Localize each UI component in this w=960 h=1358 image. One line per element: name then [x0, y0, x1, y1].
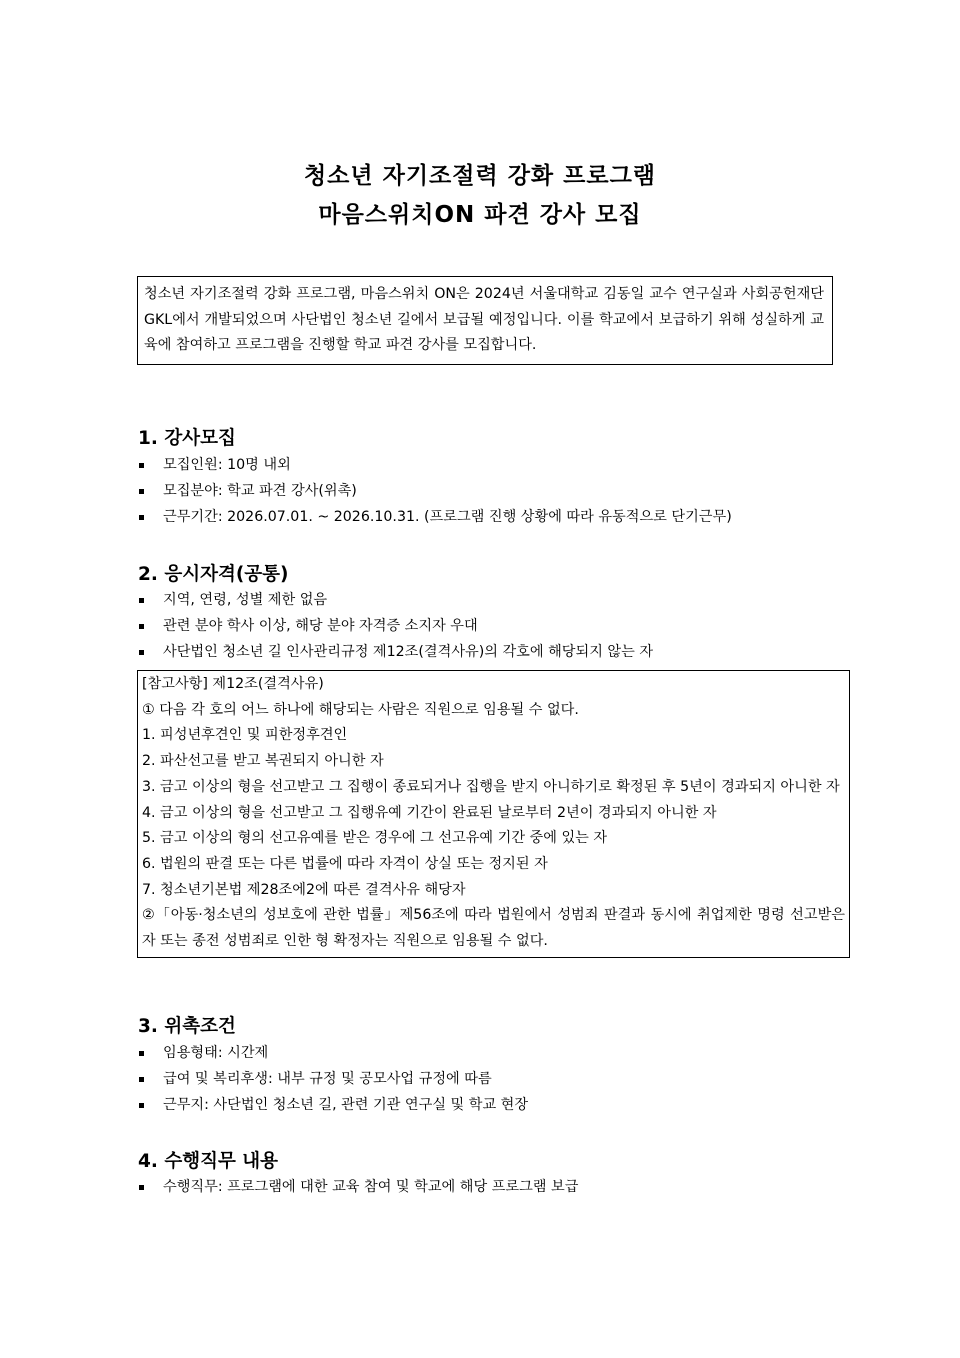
reference-header: [참고사항] 제12조(결격사유) — [142, 676, 324, 692]
recruitment-list — [138, 452, 732, 530]
section-heading-conditions: 3. 위촉조건 — [138, 1016, 236, 1037]
reference-box — [137, 670, 850, 958]
page-title: 청소년 자기조절력 강화 프로그램 — [303, 163, 657, 189]
reference-item: 1. 피성년후견인 및 피한정후견인 — [142, 727, 348, 744]
list-item: 모집분야: 학교 파견 강사(위촉) — [138, 478, 732, 504]
list-item: 모집인원: 10명 내외 — [138, 452, 732, 478]
list-item: 임용형태: 시간제 — [138, 1040, 528, 1066]
bullet-square-icon — [139, 515, 144, 520]
list-item: 사단법인 청소년 길 인사관리규정 제12조(결격사유)의 각호에 해당되지 않는 자 — [138, 639, 653, 665]
reference-clause-2: ②「아동·청소년의 성보호에 관한 법률」제56조에 따라 법원에서 성범죄 판결과 동시에 취업제한 명령 선고받은 자 또는 종전 성범죄로 인한 형 확정자는 직원으로 임용될 수 없다. — [142, 907, 845, 950]
section-heading-recruitment: 1. 강사모집 — [138, 428, 236, 449]
list-item: 지역, 연령, 성별 제한 없음 — [138, 587, 653, 613]
reference-item: 5. 금고 이상의 형의 선고유예를 받은 경우에 그 선고유예 기간 중에 있는 자 — [142, 830, 608, 847]
duties-list — [138, 1174, 578, 1200]
list-item: 근무지: 사단법인 청소년 길, 관련 기관 연구실 및 학교 현장 — [138, 1092, 528, 1118]
list-item: 수행직무: 프로그램에 대한 교육 참여 및 학교에 해당 프로그램 보급 — [138, 1174, 578, 1200]
qualifications-list — [138, 587, 653, 665]
conditions-list — [138, 1040, 528, 1118]
section-heading-duties: 4. 수행직무 내용 — [138, 1151, 279, 1172]
reference-item: 3. 금고 이상의 형을 선고받고 그 집행이 종료되거나 집행을 받지 아니하기로 확정된 후 5년이 경과되지 아니한 자 — [142, 778, 840, 795]
reference-clause-1: ① 다음 각 호의 어느 하나에 해당되는 사람은 직원으로 임용될 수 없다. — [142, 701, 579, 718]
list-item: 급여 및 복리후생: 내부 규정 및 공모사업 규정에 따름 — [138, 1066, 528, 1092]
bullet-square-icon — [139, 1103, 144, 1108]
page-subtitle: 마음스위치ON 파견 강사 모집 — [318, 202, 642, 228]
reference-item: 7. 청소년기본법 제28조에2에 따른 결격사유 해당자 — [142, 881, 466, 898]
reference-item: 6. 법원의 판결 또는 다른 법률에 따라 자격이 상실 또는 정지된 자 — [142, 855, 548, 872]
reference-item: 2. 파산선고를 받고 복권되지 아니한 자 — [142, 753, 384, 770]
bullet-square-icon — [139, 463, 144, 468]
intro-box: 청소년 자기조절력 강화 프로그램, 마음스위치 ON은 2024년 서울대학교 김동일 교수 연구실과 사회공헌재단 GKL에서 개발되었으며 사단법인 청소년 길에서 보급될 예정입니다. 이를 학교에서 보급하기 위해 성실하게 교육에 참여하고 프로그램을 진행할 학교 파견 강사를 모집합니다. — [137, 276, 833, 365]
bullet-square-icon — [139, 1185, 144, 1190]
list-item: 관련 분야 학사 이상, 해당 분야 자격증 소지자 우대 — [138, 613, 653, 639]
bullet-square-icon — [139, 489, 144, 494]
list-item: 근무기간: 2026.07.01. ~ 2026.10.31. (프로그램 진행 상황에 따라 유동적으로 단기근무) — [138, 504, 732, 530]
bullet-square-icon — [139, 1051, 144, 1056]
bullet-square-icon — [139, 650, 144, 655]
bullet-square-icon — [139, 1077, 144, 1082]
bullet-square-icon — [139, 598, 144, 603]
bullet-square-icon — [139, 624, 144, 629]
reference-item: 4. 금고 이상의 형을 선고받고 그 집행유예 기간이 완료된 날로부터 2년이 경과되지 아니한 자 — [142, 804, 717, 821]
section-heading-qualifications: 2. 응시자격(공통) — [138, 564, 289, 585]
